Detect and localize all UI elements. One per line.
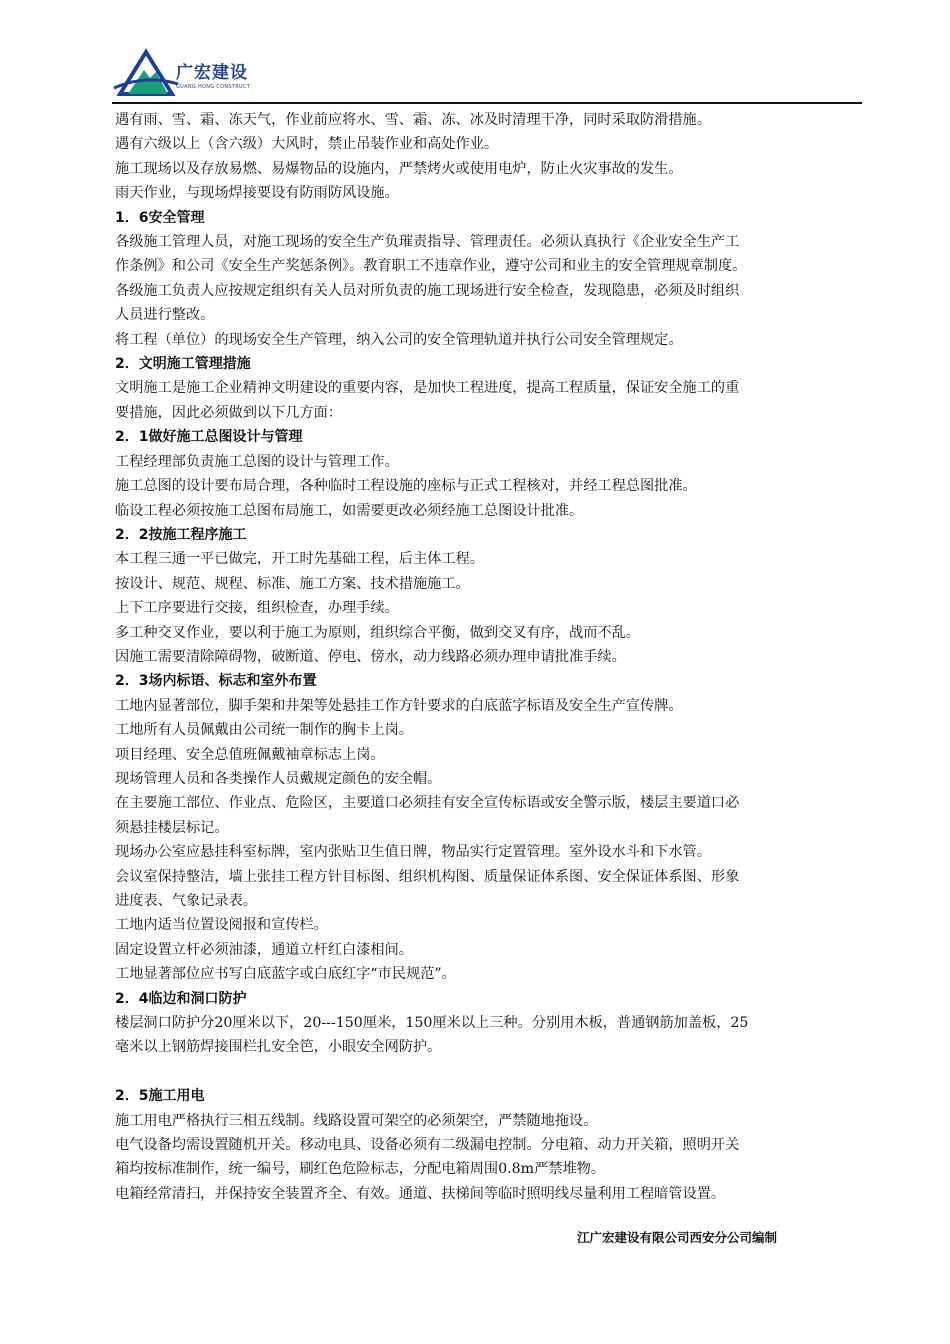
body-line: 将工程（单位）的现场安全生产管理，纳入公司的安全管理轨道并执行公司安全管理规定。 (115, 331, 683, 348)
body-line: 文明施工是施工企业精神文明建设的重要内容，是加快工程进度，提高工程质量，保证安全施工的重 (115, 380, 740, 397)
body-line: 临设工程必须按施工总图布局施工，如需要更改必须经施工总图设计批准。 (115, 502, 584, 519)
blank-line (115, 1060, 860, 1084)
body-line: 电气设备均需设置随机开关。移动电具、设备必须有二级漏电控制。分电箱、动力开关箱，照明开关 (115, 1137, 740, 1154)
body-line: 因施工需要清除障碍物，破断道、停电、傍水，动力线路必须办理申请批准手续。 (115, 648, 626, 665)
section-heading: 2．1做好施工总图设计与管理 (115, 429, 303, 446)
body-line: 遇有六级以上（含六级）大风时，禁止吊装作业和高处作业。 (115, 136, 499, 153)
body-line: 工地内适当位置设阅报和宣传栏。 (115, 917, 328, 934)
body-line: 会议室保持整洁，墙上张挂工程方针目标图、组织机构图、质量保证体系图、安全保证体系图、形象 (115, 868, 740, 885)
body-line: 多工种交叉作业，要以利于施工为原则，组织综合平衡，做到交叉有序，战而不乱。 (115, 624, 640, 641)
body-line: 楼层洞口防护分20厘米以下，20---150厘米，150厘米以上三种。分别用木板，普通钢筋加盖板，25 (115, 1015, 749, 1032)
body-line: 现场办公室应悬挂科室标牌，室内张贴卫生值日牌，物品实行定置管理。室外设水斗和下水管。 (115, 844, 711, 861)
body-line: 施工总图的设计要布局合理，各种临时工程设施的座标与正式工程核对，并经工程总图批准。 (115, 478, 697, 495)
body-line: 作条例》和公司《安全生产奖惩条例》。教育职工不违章作业，遵守公司和业主的安全管理规章制度。 (115, 258, 747, 275)
section-heading: 1．6安全管理 (115, 209, 205, 226)
body-line: 施工现场以及存放易燃、易爆物品的设施内，严禁烤火或使用电炉，防止火灾事故的发生。 (115, 160, 683, 177)
body-line: 各级施工管理人员，对施工现场的安全生产负璀责指导、管理责任。必须认真执行《企业安全生产工 (115, 234, 740, 251)
body-line: 施工用电严格执行三相五线制。线路设置可架空的必须架空，严禁随地拖设。 (115, 1112, 598, 1129)
body-line: 电箱经常清扫，并保持安全装置齐全、有效。通道、扶梯间等临时照明线尽量利用工程暗管设置。 (115, 1185, 726, 1202)
brand-english-name: GUANG HONG CONSTRUCT (176, 84, 251, 90)
header-divider (112, 102, 862, 104)
page-header (112, 44, 862, 102)
body-line: 须悬挂楼层标记。 (115, 819, 229, 836)
body-line: 箱均按标准制作，统一编号，刷红色危险标志，分配电箱周围0.8m严禁堆物。 (115, 1161, 606, 1178)
body-line: 进度表、气象记录表。 (115, 893, 257, 909)
body-line: 要措施，因此必须做到以下几方面： (115, 404, 343, 421)
body-line: 各级施工负责人应按规定组织有关人员对所负责的施工现场进行安全检查，发现隐患，必须及时组织 (115, 282, 740, 299)
body-line: 固定设置立杆必须油漆，通道立杆红白漆相间。 (115, 941, 413, 958)
body-line: 遇有雨、雪、霜、冻天气，作业前应将水、雪、霜、冻、冰及时清理干净，同时采取防滑措施。 (115, 112, 711, 128)
page-footer: 江广宏建设有限公司西安分公司编制 (577, 1230, 778, 1245)
body-line: 现场管理人员和各类操作人员戴规定颜色的安全帽。 (115, 770, 442, 787)
body-line: 本工程三通一平已做完，开工时先基础工程，后主体工程。 (115, 551, 484, 568)
body-line: 按设计、规范、规程、标准、施工方案、技术措施施工。 (115, 575, 470, 592)
body-line: 雨天作业，与现场焊接要设有防雨防风设施。 (115, 185, 399, 202)
company-logo-icon (112, 44, 182, 100)
body-line: 人员进行整改。 (115, 307, 215, 324)
section-heading: 2．文明施工管理措施 (115, 356, 251, 373)
section-heading: 2．4临边和洞口防护 (115, 990, 247, 1007)
document-body (115, 108, 860, 1206)
body-line: 工地显著部位应书写白底蓝字或白底红字“市民规范”。 (115, 966, 456, 983)
body-line: 上下工序要进行交接，组织检查，办理手续。 (115, 600, 399, 617)
body-line: 毫米以上钢筋焊接围栏扎安全笆，小眼安全网防护。 (115, 1039, 442, 1056)
body-line: 工地内显著部位，脚手架和井架等处悬挂工作方针要求的白底蓝字标语及安全生产宣传牌。 (115, 697, 683, 714)
brand-name: 广宏建设 (176, 63, 248, 83)
brand-block (176, 64, 250, 90)
body-line: 在主要施工部位、作业点、危险区，主要道口必须挂有安全宣传标语或安全警示版，楼层主要道口必 (115, 795, 740, 812)
section-heading: 2．5施工用电 (115, 1088, 205, 1105)
body-line: 工程经理部负责施工总图的设计与管理工作。 (115, 453, 399, 470)
body-line: 工地所有人员佩戴由公司统一制作的胸卡上岗。 (115, 722, 413, 739)
section-heading: 2．3场内标语、标志和室外布置 (115, 673, 317, 690)
body-line: 项目经理、安全总值班佩戴袖章标志上岗。 (115, 746, 385, 763)
section-heading: 2．2按施工程序施工 (115, 526, 247, 543)
